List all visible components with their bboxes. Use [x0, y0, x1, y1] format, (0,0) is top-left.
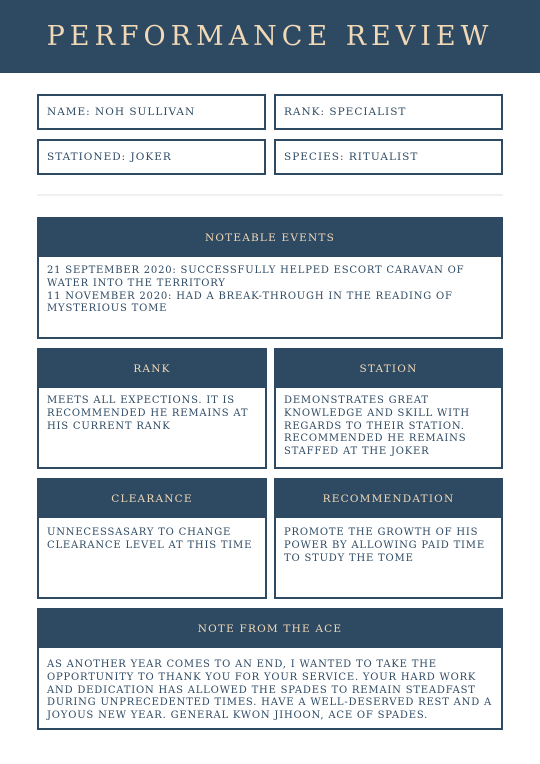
- rank-field: RANK: SPECIALIST: [274, 94, 503, 130]
- page-header: [0, 0, 540, 73]
- clearance-panel: [37, 478, 267, 599]
- clearance-panel-body: UNNECESSASARY TO CHANGE CLEARANCE LEVEL AT THIS TIME: [47, 527, 253, 551]
- clearance-panel-title: CLEARANCE: [39, 480, 265, 518]
- station-panel-title: STATION: [276, 350, 501, 388]
- name-field: NAME: NOH SULLIVAN: [37, 94, 266, 130]
- note-panel-body: AS ANOTHER YEAR COMES TO AN END, I WANTED TO TAKE THE OPPORTUNITY TO THANK YOU FOR YOUR SERVICE. YOUR HARD WORK AND DEDICATION HAS ALLOWED THE SPADES TO REMAIN STEADFAST DURING UNPRECEDENTED TIMES. HAVE A WELL-DESERVED REST AND A JOYOUS NEW YEAR. GENERAL KWON JIHOON, ACE OF SPADES.: [47, 659, 493, 722]
- note-panel: [37, 608, 503, 730]
- notable-events-panel: [37, 217, 503, 339]
- rank-panel-body: MEETS ALL EXPECTIONS. IT IS RECOMMENDED HE REMAINS AT HIS CURRENT RANK: [47, 395, 249, 432]
- page-title: PERFORMANCE REVIEW: [46, 21, 494, 52]
- divider: [37, 194, 503, 196]
- recommendation-panel-title: RECOMMENDATION: [276, 480, 501, 518]
- notable-events-body: [39, 257, 501, 316]
- stationed-field: STATIONED: JOKER: [37, 139, 266, 175]
- note-panel-title: NOTE FROM THE ACE: [39, 610, 501, 648]
- station-panel-body: DEMONSTRATES GREAT KNOWLEDGE AND SKILL WITH REGARDS TO THEIR STATION. RECOMMENDED HE REMAINS STAFFED AT THE JOKER: [284, 395, 470, 458]
- recommendation-panel: [274, 478, 503, 599]
- species-field: SPECIES: RITUALIST: [274, 139, 503, 175]
- rank-panel-title: RANK: [39, 350, 265, 388]
- notable-events-title: NOTEABLE EVENTS: [39, 219, 501, 257]
- event-item: 11 NOVEMBER 2020: HAD A BREAK-THROUGH IN THE READING OF MYSTERIOUS TOME: [47, 290, 453, 315]
- station-panel: [274, 348, 503, 469]
- rank-panel: [37, 348, 267, 469]
- event-item: 21 SEPTEMBER 2020: SUCCESSFULLY HELPED ESCORT CARAVAN OF WATER INTO THE TERRITORY: [47, 265, 465, 289]
- recommendation-panel-body: PROMOTE THE GROWTH OF HIS POWER BY ALLOWING PAID TIME TO STUDY THE TOME: [284, 527, 485, 564]
